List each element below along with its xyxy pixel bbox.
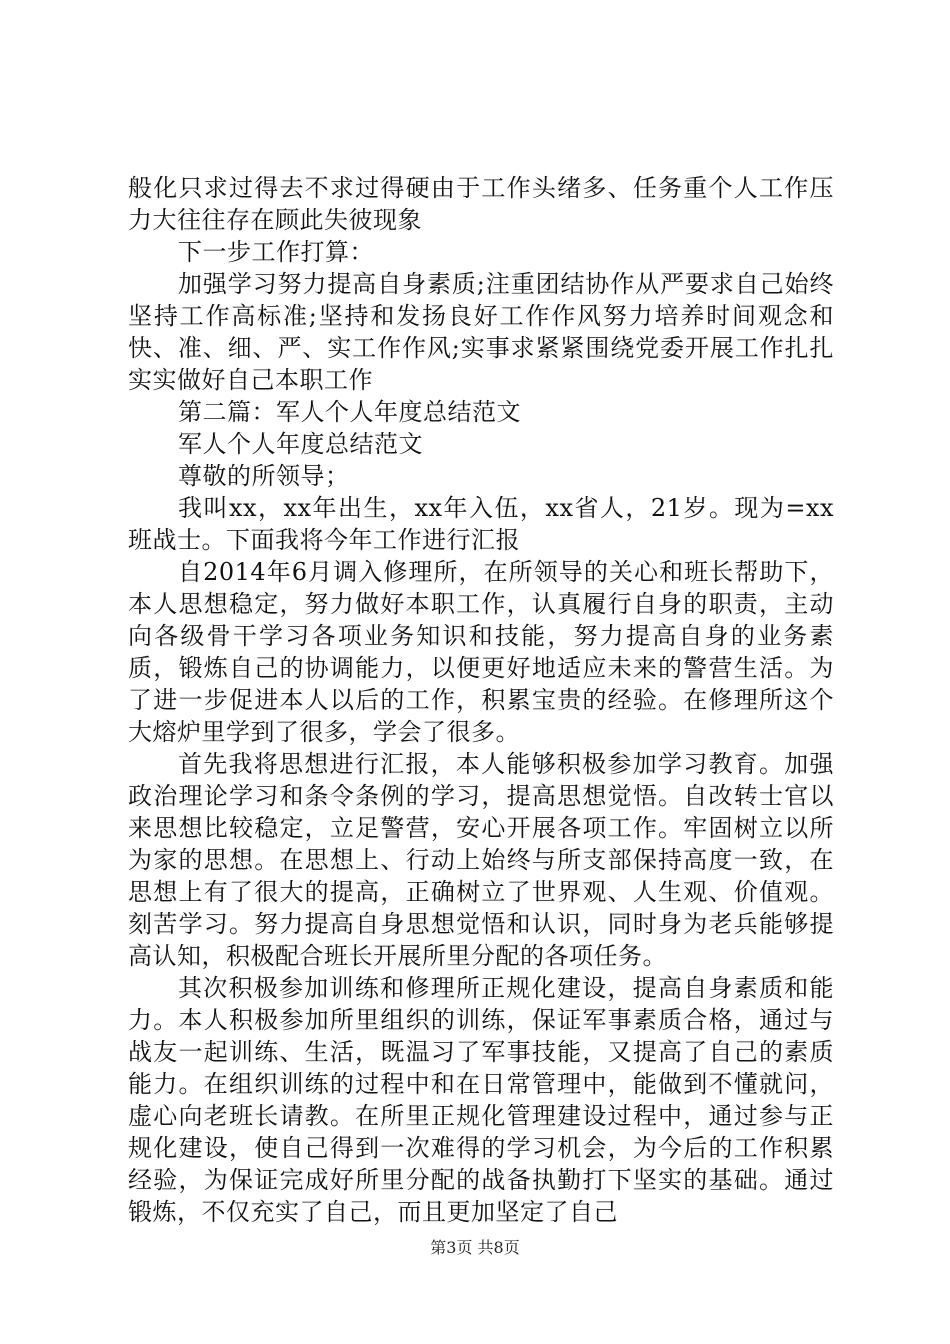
paragraph: 第二篇：军人个人年度总结范文 <box>178 398 521 426</box>
paragraph: 我叫xx，xx年出生，xx年入伍，xx省人，21岁。现为=xx班战士。下面我将今年工作进行汇报 <box>128 494 834 554</box>
paragraph: 加强学习努力提高自身素质;注重团结协作从严要求自己始终坚持工作高标准;坚持和发扬良好工作作风努力培养时间观念和快、准、细、严、实工作作风;实事求紧紧围绕党委开展工作扎扎实实做好自己本职工作 <box>128 270 834 394</box>
paragraph: 般化只求过得去不求过得硬由于工作头绪多、任务重个人工作压力大往往存在顾此失彼现象 <box>128 174 834 234</box>
paragraph: 尊敬的所领导； <box>178 462 350 490</box>
paragraph: 下一步工作打算： <box>178 238 374 266</box>
paragraph: 自2014年6月调入修理所，在所领导的关心和班长帮助下，本人思想稳定，努力做好本职工作，认真履行自身的职责，主动向各级骨干学习各项业务知识和技能，努力提高自身的业务素质，锻炼自己的协调能力，以便更好地适应未来的警营生活。为了进一步促进本人以后的工作，积累宝贵的经验。在修理所这个大熔炉里学到了很多，学会了很多。 <box>128 558 834 746</box>
paragraph: 首先我将思想进行汇报，本人能够积极参加学习教育。加强政治理论学习和条令条例的学习，提高思想觉悟。自改转士官以来思想比较稳定，立足警营，安心开展各项工作。牢固树立以所为家的思想。在思想上、行动上始终与所支部保持高度一致，在思想上有了很大的提高，正确树立了世界观、人生观、价值观。刻苦学习。努力提高自身思想觉悟和认识，同时身为老兵能够提高认知，积极配合班长开展所里分配的各项任务。 <box>128 750 834 970</box>
paragraph: 其次积极参加训练和修理所正规化建设，提高自身素质和能力。本人积极参加所里组织的训练，保证军事素质合格，通过与战友一起训练、生活，既温习了军事技能，又提高了自己的素质能力。在组织训练的过程中和在日常管理中，能做到不懂就问，虚心向老班长请教。在所里正规化管理建设过程中，通过参与正规化建设，使自己得到一次难得的学习机会，为今后的工作积累经验，为保证完成好所里分配的战备执勤打下坚实的基础。通过锻炼，不仅充实了自己，而且更加坚定了自己 <box>128 974 834 1226</box>
document-body <box>128 172 834 1228</box>
page-footer: 第3页 共8页 <box>430 1238 520 1257</box>
paragraph: 军人个人年度总结范文 <box>178 430 423 458</box>
